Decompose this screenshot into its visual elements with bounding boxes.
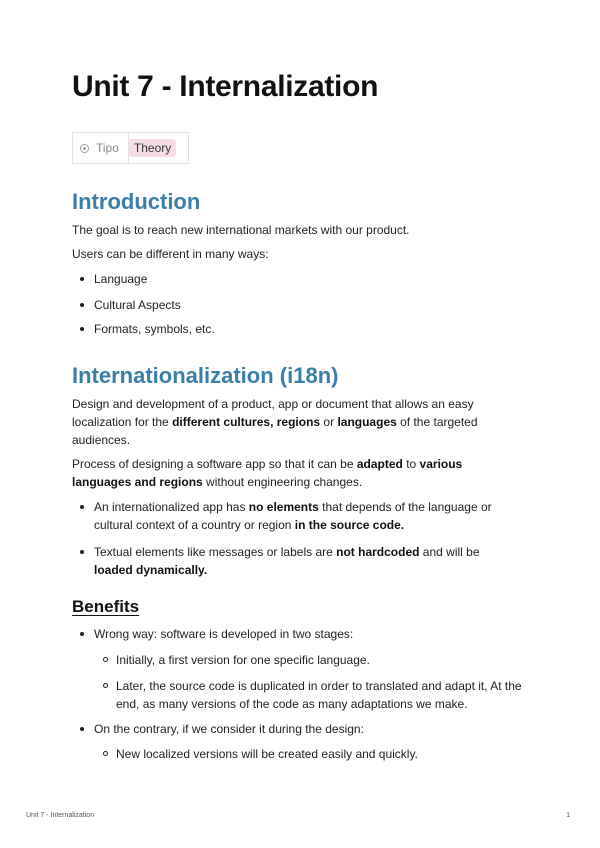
page-title: Unit 7 - Internalization [72, 70, 379, 103]
list-item: Wrong way: software is developed in two stages: [94, 625, 504, 643]
list-item: Cultural Aspects [94, 296, 504, 314]
subsection-heading-benefits: Benefits [72, 597, 140, 616]
nested-list-item: Initially, a first version for one specific language. [116, 651, 526, 669]
property-key [73, 133, 129, 163]
select-property-icon [80, 144, 89, 153]
property-value [129, 133, 188, 163]
list-item: Textual elements like messages or labels are not hardcoded and will be loaded dynamically. [94, 543, 504, 579]
list-item: Language [94, 270, 504, 288]
paragraph: Users can be different in many ways: [72, 247, 269, 261]
list-item: On the contrary, if we consider it during the design: [94, 720, 504, 738]
list-item: Formats, symbols, etc. [94, 320, 504, 338]
paragraph: The goal is to reach new international markets with our product. [72, 223, 410, 237]
footer-title: Unit 7 - Internalization [26, 812, 95, 819]
page-number: 1 [566, 812, 570, 819]
list-item: An internationalized app has no elements that depends of the language or cultural context of a country or region in the source code. [94, 498, 504, 534]
paragraph: Design and development of a product, app or document that allows an easy localization for the different cultures, regions or languages of the targeted audiences. [72, 397, 478, 447]
property-key-label: Tipo [96, 141, 119, 155]
property-row [72, 132, 189, 164]
section-heading-introduction: Introduction [72, 189, 201, 214]
section-heading-i18n: Internationalization (i18n) [72, 363, 339, 388]
nested-list-item: Later, the source code is duplicated in order to translated and adapt it, At the end, as many versions of the code as many adaptations we make. [116, 677, 526, 713]
nested-list-item: New localized versions will be created easily and quickly. [116, 745, 526, 763]
property-tag: Theory [129, 139, 176, 157]
paragraph: Process of designing a software app so that it can be adapted to various languages and regions without engineering changes. [72, 457, 463, 489]
